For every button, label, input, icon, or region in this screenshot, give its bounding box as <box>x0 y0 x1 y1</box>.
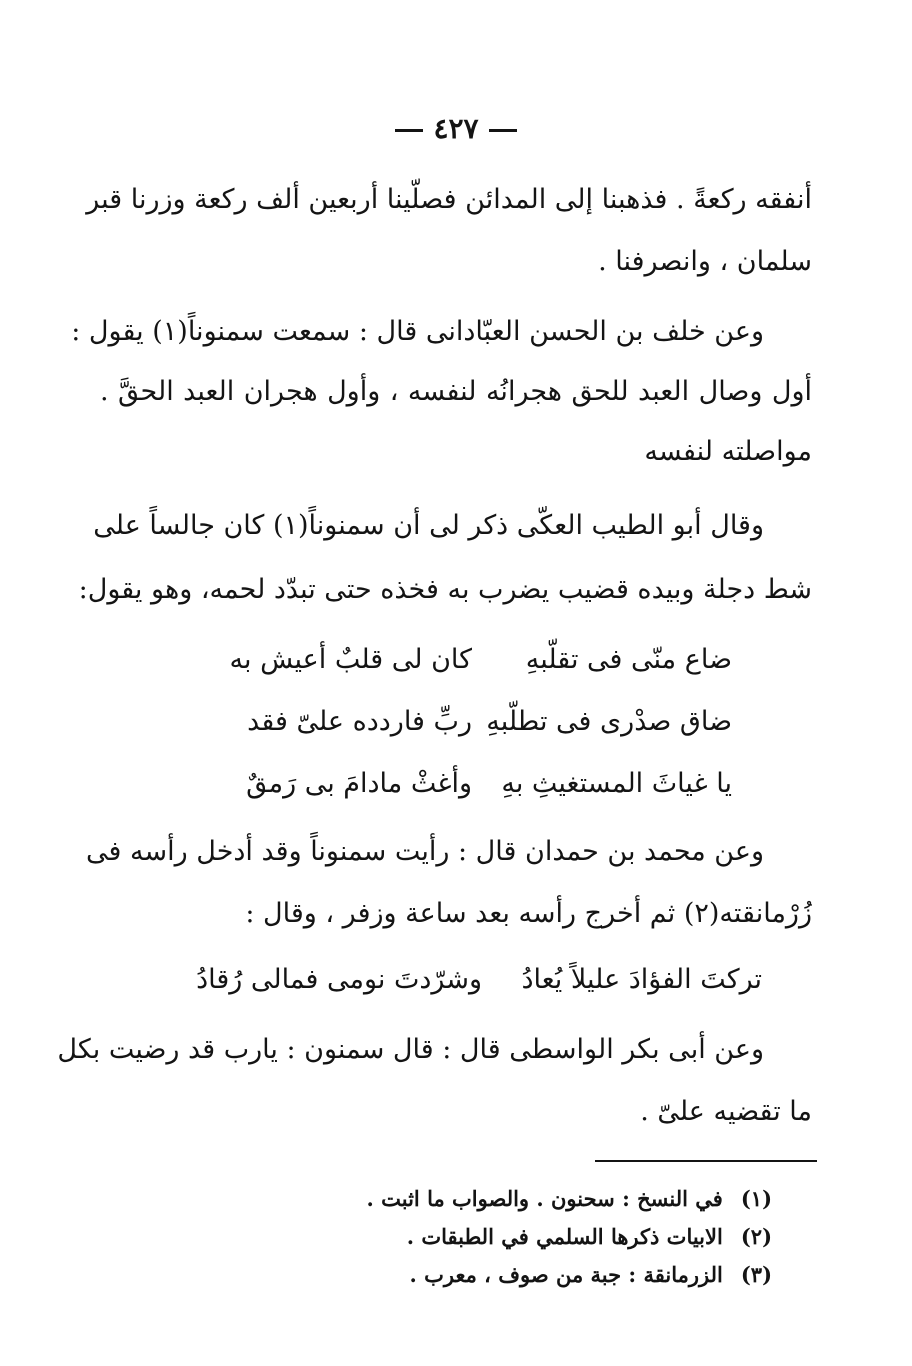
verse-first-hemistich: ربِّ فاردده علىّ فقد <box>247 706 472 737</box>
text-line: مواصلته لنفسه <box>644 436 812 467</box>
text-line: وعن محمد بن حمدان قال : رأيت سمنوناً وقد أدخل رأسه فى <box>86 836 764 867</box>
footnote <box>367 1184 773 1214</box>
verse-first-hemistich: وأغثْ مادامَ بى رَمقٌ <box>246 768 472 799</box>
text-line: سلمان ، وانصرفنا . <box>598 246 812 277</box>
verse-first-hemistich: كان لى قلبٌ أعيش به <box>229 644 472 675</box>
verse-second-hemistich: ضاع منّى فى تقلّبهِ <box>525 644 732 675</box>
footnote-number: (١) <box>740 1186 772 1211</box>
footnote <box>407 1222 772 1252</box>
footnote-number: (٣) <box>740 1262 772 1287</box>
text-line: وعن خلف بن الحسن العبّادانى قال : سمعت سمنوناً(١) يقول : <box>71 316 764 347</box>
verse-first-hemistich: تركتَ الفؤادَ عليلاً يُعادُ <box>521 964 762 995</box>
page-number <box>0 112 912 145</box>
text-line: وعن أبى بكر الواسطى قال : قال سمنون : يارب قد رضيت بكل <box>57 1034 764 1065</box>
verse-second-hemistich: وشرّدتَ نومى فمالى رُقادُ <box>196 964 482 995</box>
text-line: شط دجلة وبيده قضيب يضرب به فخذه حتى تبدّد لحمه، وهو يقول: <box>78 574 812 605</box>
footnote-text: في النسخ : سحنون . والصواب ما اثبت . <box>366 1186 723 1211</box>
footnote-text: الزرمانقة : جبة من صوف ، معرب . <box>409 1262 723 1287</box>
text-line: ما تقضيه علىّ . <box>640 1096 812 1127</box>
footnote <box>409 1260 772 1290</box>
text-line: أول وصال العبد للحق هجرانُه لنفسه ، وأول هجران العبد الحقَّ . <box>100 376 812 407</box>
footnote-text: الابيات ذكرها السلمي في الطبقات . <box>406 1224 723 1249</box>
text-line: زُرْمانقته(٢) ثم أخرج رأسه بعد ساعة وزفر ، وقال : <box>245 898 812 929</box>
text-line: أنفقه ركعةً . فذهبنا إلى المدائن فصلّينا أربعين ألف ركعة وزرنا قبر <box>86 184 812 215</box>
footnote-number: (٢) <box>740 1224 772 1249</box>
verse-second-hemistich: ضاق صدْرى فى تطلّبهِ <box>486 706 732 737</box>
dash-left <box>395 129 423 132</box>
dash-right <box>489 129 517 132</box>
verse-second-hemistich: يا غياثَ المستغيثِ بهِ <box>501 768 732 799</box>
footnote-separator <box>595 1160 817 1162</box>
page-number-text: ٤٢٧ <box>433 112 479 145</box>
text-line: وقال أبو الطيب العكّى ذكر لى أن سمنوناً(١) كان جالساً على <box>93 510 764 541</box>
